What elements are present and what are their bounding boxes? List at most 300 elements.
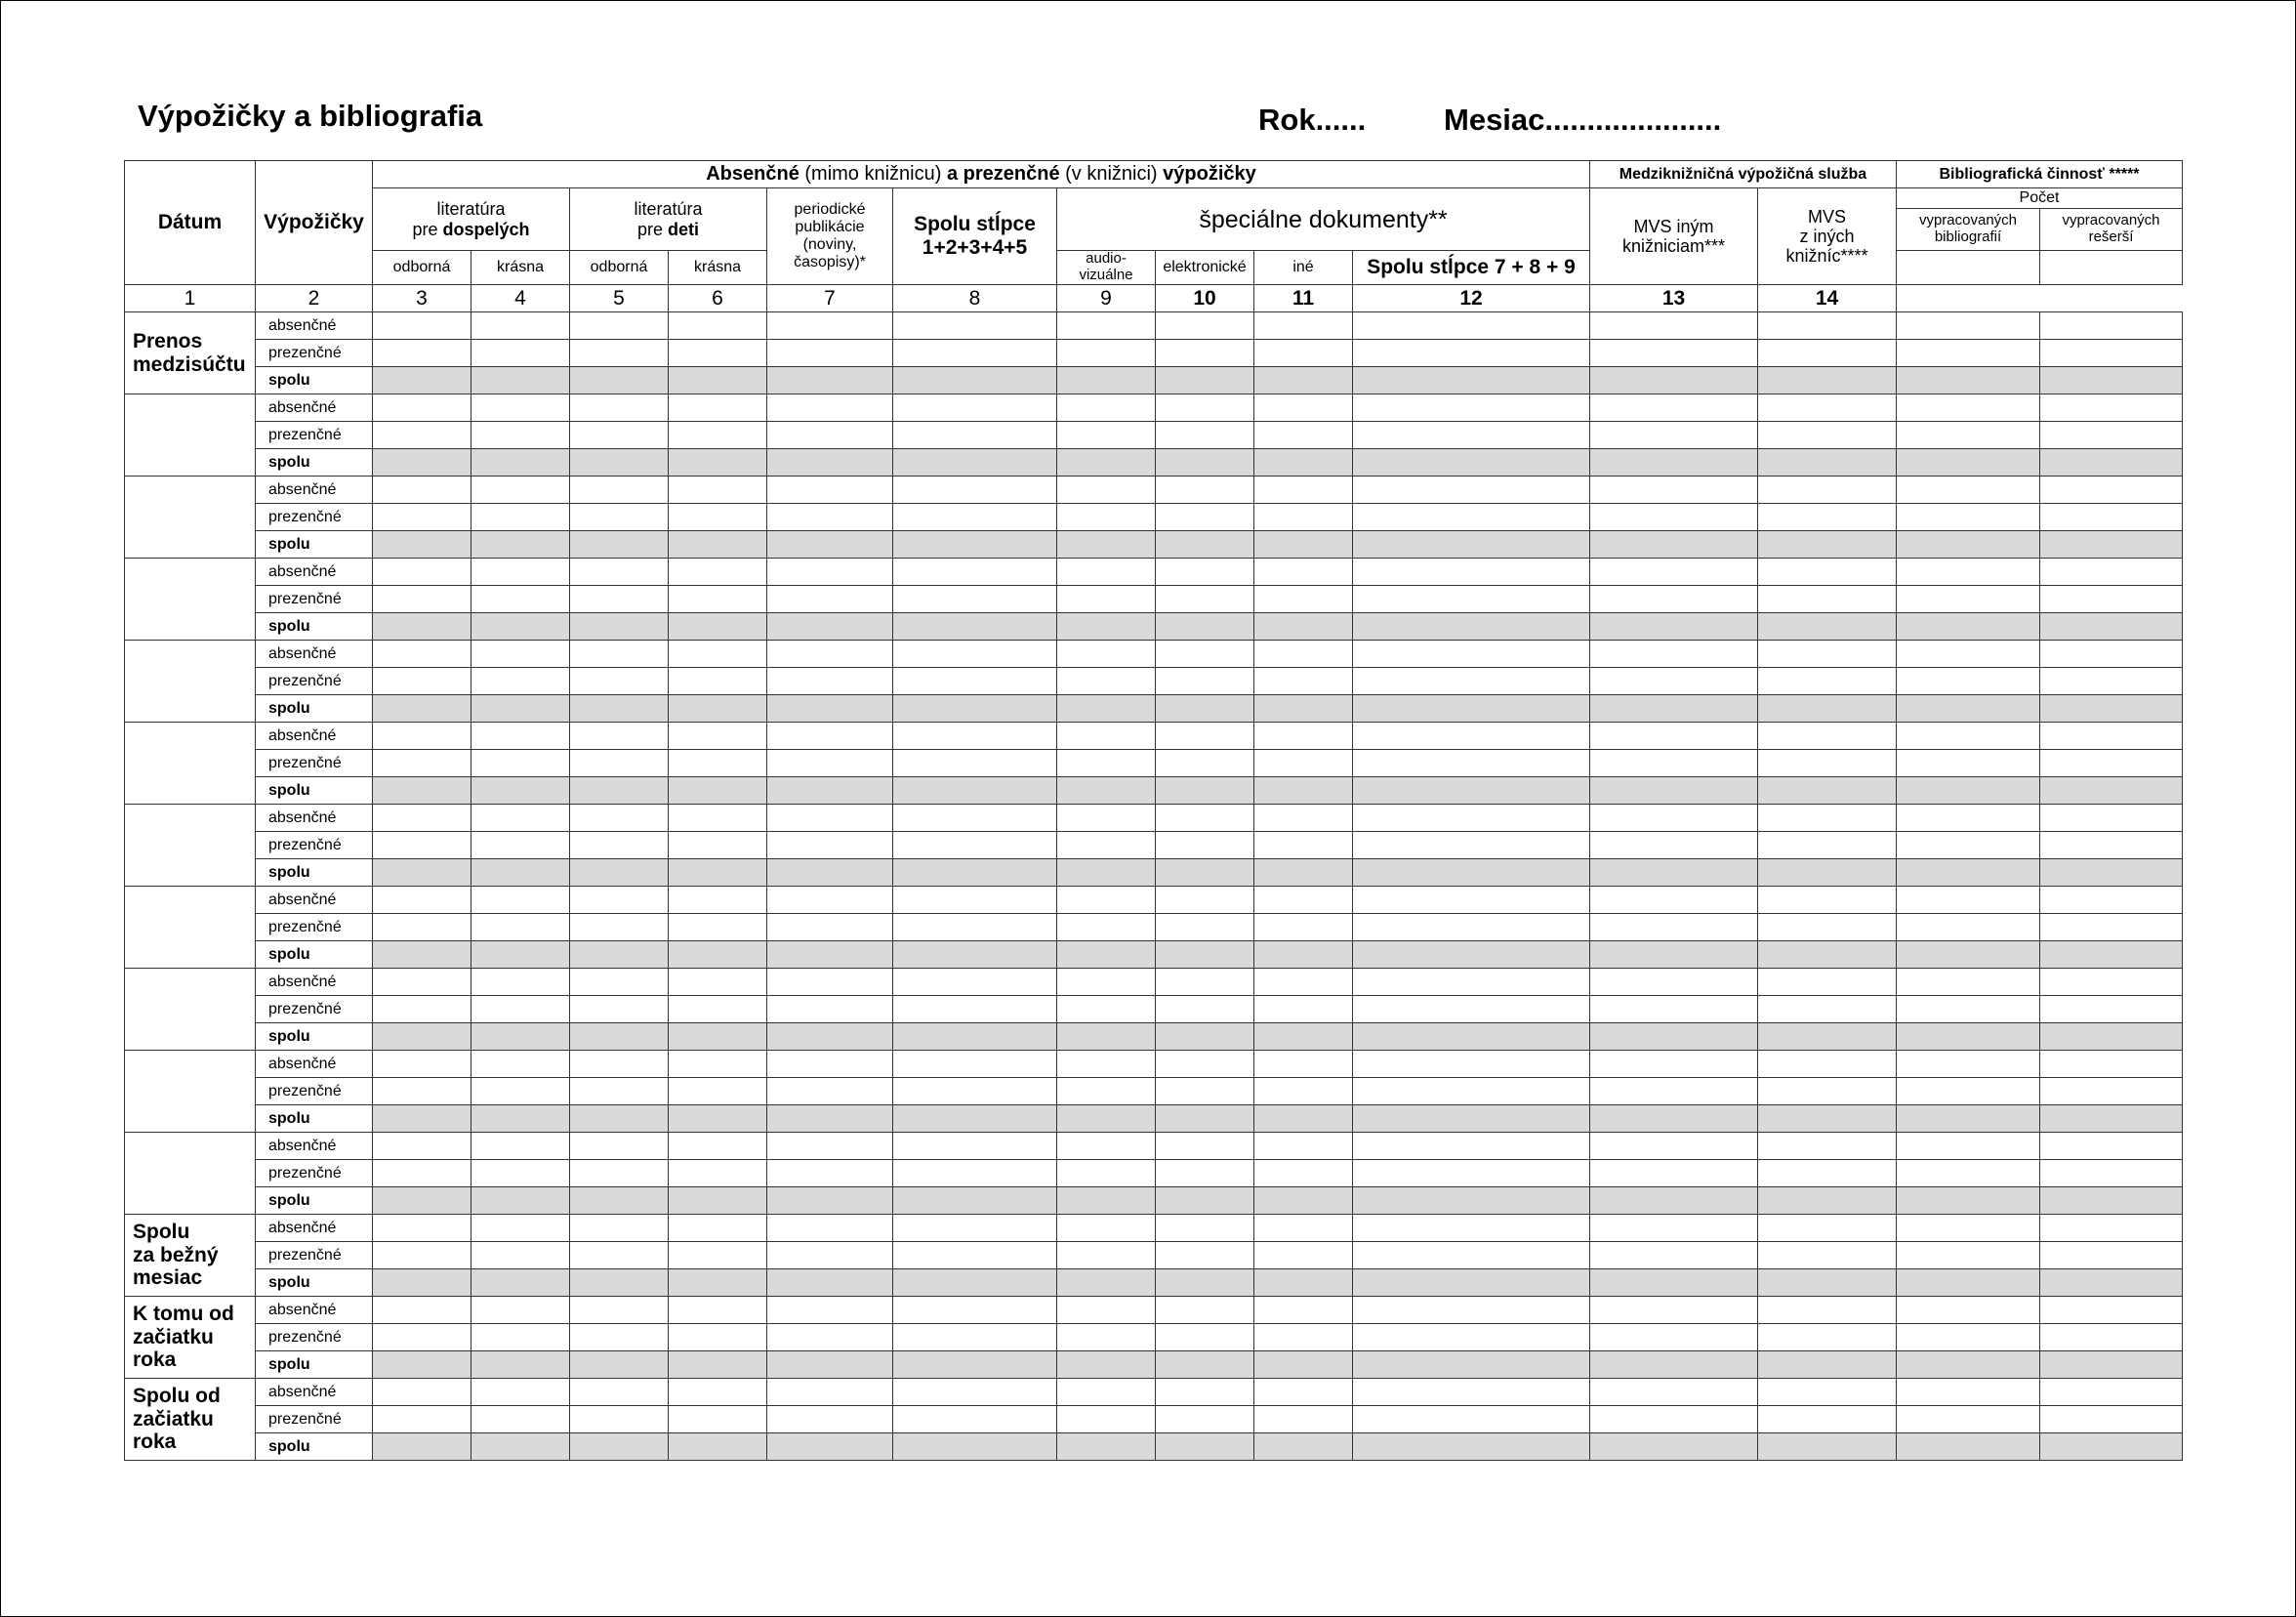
- data-cell[interactable]: [669, 969, 767, 996]
- data-cell[interactable]: [1897, 422, 2040, 449]
- data-cell[interactable]: [1254, 1351, 1353, 1379]
- data-cell[interactable]: [570, 312, 669, 340]
- data-cell[interactable]: [1897, 1297, 2040, 1324]
- data-cell[interactable]: [1156, 1105, 1254, 1133]
- data-cell[interactable]: [1590, 559, 1758, 586]
- data-cell[interactable]: [1057, 832, 1156, 859]
- data-cell[interactable]: [2040, 1215, 2183, 1242]
- data-cell[interactable]: [373, 559, 472, 586]
- data-cell[interactable]: [1156, 1133, 1254, 1160]
- data-cell[interactable]: [373, 805, 472, 832]
- data-cell[interactable]: [1156, 1187, 1254, 1215]
- data-cell[interactable]: [570, 422, 669, 449]
- data-cell[interactable]: [1897, 477, 2040, 504]
- data-cell[interactable]: [1254, 695, 1353, 723]
- data-cell[interactable]: [472, 1187, 570, 1215]
- data-cell[interactable]: [767, 941, 893, 969]
- data-cell[interactable]: [1897, 641, 2040, 668]
- data-cell[interactable]: [893, 477, 1057, 504]
- data-cell[interactable]: [1353, 832, 1590, 859]
- data-cell[interactable]: [1156, 914, 1254, 941]
- data-cell[interactable]: [1897, 1051, 2040, 1078]
- data-cell[interactable]: [1254, 1297, 1353, 1324]
- data-cell[interactable]: [1057, 1160, 1156, 1187]
- data-cell[interactable]: [2040, 367, 2183, 394]
- data-cell[interactable]: [893, 859, 1057, 887]
- data-cell[interactable]: [472, 1297, 570, 1324]
- data-cell[interactable]: [1758, 914, 1897, 941]
- data-cell[interactable]: [669, 1379, 767, 1406]
- data-cell[interactable]: [570, 1379, 669, 1406]
- data-cell[interactable]: [1254, 613, 1353, 641]
- data-cell[interactable]: [472, 312, 570, 340]
- data-cell[interactable]: [373, 859, 472, 887]
- data-cell[interactable]: [2040, 805, 2183, 832]
- data-cell[interactable]: [472, 1324, 570, 1351]
- data-cell[interactable]: [2040, 914, 2183, 941]
- data-cell[interactable]: [373, 477, 472, 504]
- data-cell[interactable]: [1758, 1078, 1897, 1105]
- data-cell[interactable]: [1057, 777, 1156, 805]
- data-cell[interactable]: [1758, 559, 1897, 586]
- data-cell[interactable]: [373, 695, 472, 723]
- data-cell[interactable]: [1057, 1269, 1156, 1297]
- data-cell[interactable]: [767, 559, 893, 586]
- data-cell[interactable]: [893, 531, 1057, 559]
- data-cell[interactable]: [1758, 586, 1897, 613]
- data-cell[interactable]: [669, 340, 767, 367]
- data-cell[interactable]: [1590, 422, 1758, 449]
- data-cell[interactable]: [893, 394, 1057, 422]
- data-cell[interactable]: [1353, 1351, 1590, 1379]
- data-cell[interactable]: [1897, 1133, 2040, 1160]
- data-cell[interactable]: [1254, 996, 1353, 1023]
- data-cell[interactable]: [1254, 832, 1353, 859]
- data-cell[interactable]: [373, 887, 472, 914]
- data-cell[interactable]: [1057, 1051, 1156, 1078]
- data-cell[interactable]: [767, 1133, 893, 1160]
- data-cell[interactable]: [472, 477, 570, 504]
- data-cell[interactable]: [669, 695, 767, 723]
- data-cell[interactable]: [767, 504, 893, 531]
- data-cell[interactable]: [1353, 422, 1590, 449]
- data-cell[interactable]: [669, 394, 767, 422]
- data-cell[interactable]: [472, 859, 570, 887]
- data-cell[interactable]: [373, 1297, 472, 1324]
- data-cell[interactable]: [1353, 996, 1590, 1023]
- data-cell[interactable]: [767, 1324, 893, 1351]
- data-cell[interactable]: [767, 422, 893, 449]
- data-cell[interactable]: [1254, 394, 1353, 422]
- data-cell[interactable]: [1353, 914, 1590, 941]
- data-cell[interactable]: [1758, 1105, 1897, 1133]
- data-cell[interactable]: [893, 695, 1057, 723]
- data-cell[interactable]: [1156, 1078, 1254, 1105]
- data-cell[interactable]: [893, 750, 1057, 777]
- data-cell[interactable]: [1254, 340, 1353, 367]
- data-cell[interactable]: [1156, 394, 1254, 422]
- data-cell[interactable]: [1057, 887, 1156, 914]
- data-cell[interactable]: [1057, 1379, 1156, 1406]
- data-cell[interactable]: [472, 1133, 570, 1160]
- data-cell[interactable]: [1156, 750, 1254, 777]
- data-cell[interactable]: [472, 340, 570, 367]
- data-cell[interactable]: [2040, 1023, 2183, 1051]
- data-cell[interactable]: [373, 1023, 472, 1051]
- data-cell[interactable]: [669, 504, 767, 531]
- data-cell[interactable]: [1254, 1242, 1353, 1269]
- data-cell[interactable]: [893, 641, 1057, 668]
- data-cell[interactable]: [1758, 1351, 1897, 1379]
- data-cell[interactable]: [1897, 449, 2040, 477]
- data-cell[interactable]: [472, 777, 570, 805]
- year-field[interactable]: Rok......: [1258, 103, 1367, 137]
- data-cell[interactable]: [570, 1351, 669, 1379]
- data-cell[interactable]: [1254, 1433, 1353, 1461]
- data-cell[interactable]: [1590, 394, 1758, 422]
- data-cell[interactable]: [472, 695, 570, 723]
- data-cell[interactable]: [1353, 477, 1590, 504]
- data-cell[interactable]: [373, 1160, 472, 1187]
- data-cell[interactable]: [767, 695, 893, 723]
- data-cell[interactable]: [373, 941, 472, 969]
- data-cell[interactable]: [373, 449, 472, 477]
- data-cell[interactable]: [1897, 531, 2040, 559]
- data-cell[interactable]: [893, 887, 1057, 914]
- data-cell[interactable]: [1590, 1160, 1758, 1187]
- data-cell[interactable]: [893, 312, 1057, 340]
- data-cell[interactable]: [2040, 504, 2183, 531]
- data-cell[interactable]: [373, 641, 472, 668]
- data-cell[interactable]: [373, 1351, 472, 1379]
- data-cell[interactable]: [1590, 859, 1758, 887]
- data-cell[interactable]: [472, 1351, 570, 1379]
- data-cell[interactable]: [1758, 1160, 1897, 1187]
- data-cell[interactable]: [1758, 805, 1897, 832]
- data-cell[interactable]: [2040, 1406, 2183, 1433]
- data-cell[interactable]: [1353, 1433, 1590, 1461]
- data-cell[interactable]: [1353, 531, 1590, 559]
- data-cell[interactable]: [893, 668, 1057, 695]
- data-cell[interactable]: [1897, 1023, 2040, 1051]
- data-cell[interactable]: [1590, 1406, 1758, 1433]
- data-cell[interactable]: [570, 1215, 669, 1242]
- data-cell[interactable]: [893, 504, 1057, 531]
- data-cell[interactable]: [893, 1406, 1057, 1433]
- data-cell[interactable]: [1057, 449, 1156, 477]
- data-cell[interactable]: [1758, 941, 1897, 969]
- data-cell[interactable]: [1758, 312, 1897, 340]
- data-cell[interactable]: [1156, 1023, 1254, 1051]
- data-cell[interactable]: [472, 969, 570, 996]
- data-cell[interactable]: [1897, 1433, 2040, 1461]
- data-cell[interactable]: [2040, 449, 2183, 477]
- data-cell[interactable]: [1590, 449, 1758, 477]
- data-cell[interactable]: [1057, 1297, 1156, 1324]
- data-cell[interactable]: [2040, 969, 2183, 996]
- data-cell[interactable]: [1590, 1078, 1758, 1105]
- data-cell[interactable]: [669, 1351, 767, 1379]
- data-cell[interactable]: [1156, 312, 1254, 340]
- data-cell[interactable]: [472, 1379, 570, 1406]
- data-cell[interactable]: [1897, 1406, 2040, 1433]
- data-cell[interactable]: [893, 805, 1057, 832]
- data-cell[interactable]: [1156, 695, 1254, 723]
- data-cell[interactable]: [669, 559, 767, 586]
- data-cell[interactable]: [373, 1242, 472, 1269]
- data-cell[interactable]: [1758, 969, 1897, 996]
- data-cell[interactable]: [2040, 750, 2183, 777]
- data-cell[interactable]: [1156, 887, 1254, 914]
- data-cell[interactable]: [472, 449, 570, 477]
- data-cell[interactable]: [669, 1078, 767, 1105]
- data-cell[interactable]: [767, 449, 893, 477]
- data-cell[interactable]: [373, 394, 472, 422]
- data-cell[interactable]: [472, 750, 570, 777]
- data-cell[interactable]: [1057, 914, 1156, 941]
- data-cell[interactable]: [2040, 859, 2183, 887]
- data-cell[interactable]: [1254, 723, 1353, 750]
- data-cell[interactable]: [893, 613, 1057, 641]
- data-cell[interactable]: [1897, 859, 2040, 887]
- data-cell[interactable]: [669, 805, 767, 832]
- data-cell[interactable]: [893, 1297, 1057, 1324]
- data-cell[interactable]: [669, 1269, 767, 1297]
- data-cell[interactable]: [570, 1433, 669, 1461]
- data-cell[interactable]: [1057, 613, 1156, 641]
- data-cell[interactable]: [2040, 1078, 2183, 1105]
- data-cell[interactable]: [1590, 477, 1758, 504]
- data-cell[interactable]: [1254, 750, 1353, 777]
- data-cell[interactable]: [893, 449, 1057, 477]
- data-cell[interactable]: [570, 1160, 669, 1187]
- data-cell[interactable]: [570, 1297, 669, 1324]
- data-cell[interactable]: [767, 340, 893, 367]
- data-cell[interactable]: [1758, 1406, 1897, 1433]
- data-cell[interactable]: [2040, 613, 2183, 641]
- data-cell[interactable]: [373, 422, 472, 449]
- data-cell[interactable]: [893, 586, 1057, 613]
- data-cell[interactable]: [669, 477, 767, 504]
- data-cell[interactable]: [767, 1379, 893, 1406]
- data-cell[interactable]: [570, 695, 669, 723]
- data-cell[interactable]: [1353, 1215, 1590, 1242]
- data-cell[interactable]: [1156, 805, 1254, 832]
- data-cell[interactable]: [893, 1160, 1057, 1187]
- data-cell[interactable]: [570, 586, 669, 613]
- data-cell[interactable]: [472, 613, 570, 641]
- data-cell[interactable]: [1758, 613, 1897, 641]
- data-cell[interactable]: [570, 750, 669, 777]
- data-cell[interactable]: [2040, 559, 2183, 586]
- data-cell[interactable]: [1254, 805, 1353, 832]
- data-cell[interactable]: [767, 969, 893, 996]
- data-cell[interactable]: [669, 668, 767, 695]
- data-cell[interactable]: [1590, 996, 1758, 1023]
- data-cell[interactable]: [472, 586, 570, 613]
- data-cell[interactable]: [2040, 641, 2183, 668]
- data-cell[interactable]: [472, 1078, 570, 1105]
- data-cell[interactable]: [1353, 969, 1590, 996]
- data-cell[interactable]: [1897, 504, 2040, 531]
- data-cell[interactable]: [669, 367, 767, 394]
- data-cell[interactable]: [767, 832, 893, 859]
- data-cell[interactable]: [373, 312, 472, 340]
- data-cell[interactable]: [1353, 504, 1590, 531]
- data-cell[interactable]: [2040, 1242, 2183, 1269]
- data-cell[interactable]: [893, 1242, 1057, 1269]
- data-cell[interactable]: [1353, 559, 1590, 586]
- data-cell[interactable]: [2040, 1160, 2183, 1187]
- data-cell[interactable]: [373, 832, 472, 859]
- data-cell[interactable]: [1353, 941, 1590, 969]
- data-cell[interactable]: [767, 750, 893, 777]
- data-cell[interactable]: [669, 422, 767, 449]
- data-cell[interactable]: [1897, 613, 2040, 641]
- data-cell[interactable]: [1897, 1269, 2040, 1297]
- data-cell[interactable]: [1057, 504, 1156, 531]
- data-cell[interactable]: [669, 1324, 767, 1351]
- data-cell[interactable]: [1590, 969, 1758, 996]
- data-cell[interactable]: [1353, 1023, 1590, 1051]
- data-cell[interactable]: [893, 996, 1057, 1023]
- data-cell[interactable]: [373, 1269, 472, 1297]
- data-cell[interactable]: [767, 805, 893, 832]
- data-cell[interactable]: [1254, 1051, 1353, 1078]
- data-cell[interactable]: [570, 777, 669, 805]
- data-cell[interactable]: [1897, 340, 2040, 367]
- data-cell[interactable]: [570, 914, 669, 941]
- data-cell[interactable]: [373, 586, 472, 613]
- data-cell[interactable]: [1758, 777, 1897, 805]
- data-cell[interactable]: [1897, 586, 2040, 613]
- data-cell[interactable]: [570, 613, 669, 641]
- data-cell[interactable]: [1156, 340, 1254, 367]
- data-cell[interactable]: [1353, 668, 1590, 695]
- data-cell[interactable]: [373, 723, 472, 750]
- data-cell[interactable]: [1897, 969, 2040, 996]
- data-cell[interactable]: [1758, 859, 1897, 887]
- data-cell[interactable]: [767, 367, 893, 394]
- data-cell[interactable]: [1590, 1269, 1758, 1297]
- data-cell[interactable]: [373, 1105, 472, 1133]
- data-cell[interactable]: [669, 531, 767, 559]
- data-cell[interactable]: [1758, 1051, 1897, 1078]
- data-cell[interactable]: [767, 1215, 893, 1242]
- data-cell[interactable]: [1897, 750, 2040, 777]
- data-cell[interactable]: [2040, 1324, 2183, 1351]
- data-cell[interactable]: [1254, 1406, 1353, 1433]
- data-cell[interactable]: [1353, 1324, 1590, 1351]
- data-cell[interactable]: [893, 422, 1057, 449]
- data-cell[interactable]: [767, 613, 893, 641]
- data-cell[interactable]: [1590, 531, 1758, 559]
- data-cell[interactable]: [1254, 641, 1353, 668]
- data-cell[interactable]: [373, 340, 472, 367]
- data-cell[interactable]: [1897, 941, 2040, 969]
- data-cell[interactable]: [669, 750, 767, 777]
- data-cell[interactable]: [1353, 312, 1590, 340]
- data-cell[interactable]: [570, 805, 669, 832]
- data-cell[interactable]: [1156, 1269, 1254, 1297]
- data-cell[interactable]: [1758, 832, 1897, 859]
- data-cell[interactable]: [767, 477, 893, 504]
- data-cell[interactable]: [669, 1160, 767, 1187]
- data-cell[interactable]: [1254, 1187, 1353, 1215]
- data-cell[interactable]: [669, 914, 767, 941]
- data-cell[interactable]: [669, 1406, 767, 1433]
- data-cell[interactable]: [1590, 1297, 1758, 1324]
- data-cell[interactable]: [1353, 1051, 1590, 1078]
- data-cell[interactable]: [1156, 1242, 1254, 1269]
- data-cell[interactable]: [2040, 832, 2183, 859]
- data-cell[interactable]: [767, 1242, 893, 1269]
- data-cell[interactable]: [1897, 777, 2040, 805]
- data-cell[interactable]: [1897, 1324, 2040, 1351]
- data-cell[interactable]: [570, 723, 669, 750]
- data-cell[interactable]: [1758, 668, 1897, 695]
- data-cell[interactable]: [570, 887, 669, 914]
- data-cell[interactable]: [1758, 422, 1897, 449]
- data-cell[interactable]: [1353, 777, 1590, 805]
- data-cell[interactable]: [1590, 586, 1758, 613]
- data-cell[interactable]: [1758, 504, 1897, 531]
- data-cell[interactable]: [472, 641, 570, 668]
- data-cell[interactable]: [669, 449, 767, 477]
- data-cell[interactable]: [472, 914, 570, 941]
- data-cell[interactable]: [1590, 367, 1758, 394]
- data-cell[interactable]: [472, 1051, 570, 1078]
- data-cell[interactable]: [1156, 1297, 1254, 1324]
- data-cell[interactable]: [669, 1215, 767, 1242]
- data-cell[interactable]: [1057, 1187, 1156, 1215]
- data-cell[interactable]: [1897, 723, 2040, 750]
- data-cell[interactable]: [767, 1105, 893, 1133]
- data-cell[interactable]: [570, 641, 669, 668]
- data-cell[interactable]: [1156, 1215, 1254, 1242]
- data-cell[interactable]: [1353, 805, 1590, 832]
- data-cell[interactable]: [1590, 312, 1758, 340]
- data-cell[interactable]: [1057, 422, 1156, 449]
- data-cell[interactable]: [1156, 613, 1254, 641]
- data-cell[interactable]: [669, 1187, 767, 1215]
- data-cell[interactable]: [1897, 832, 2040, 859]
- data-cell[interactable]: [1057, 805, 1156, 832]
- data-cell[interactable]: [570, 969, 669, 996]
- data-cell[interactable]: [1057, 668, 1156, 695]
- data-cell[interactable]: [1057, 723, 1156, 750]
- data-cell[interactable]: [767, 723, 893, 750]
- data-cell[interactable]: [472, 996, 570, 1023]
- data-cell[interactable]: [472, 887, 570, 914]
- data-cell[interactable]: [1353, 695, 1590, 723]
- data-cell[interactable]: [1590, 1379, 1758, 1406]
- data-cell[interactable]: [1353, 1187, 1590, 1215]
- data-cell[interactable]: [1758, 996, 1897, 1023]
- data-cell[interactable]: [669, 777, 767, 805]
- data-cell[interactable]: [373, 777, 472, 805]
- data-cell[interactable]: [1057, 969, 1156, 996]
- data-cell[interactable]: [1156, 996, 1254, 1023]
- data-cell[interactable]: [1758, 1133, 1897, 1160]
- data-cell[interactable]: [1156, 1160, 1254, 1187]
- data-cell[interactable]: [1897, 887, 2040, 914]
- data-cell[interactable]: [1254, 531, 1353, 559]
- data-cell[interactable]: [472, 394, 570, 422]
- data-cell[interactable]: [1897, 559, 2040, 586]
- data-cell[interactable]: [1897, 1215, 2040, 1242]
- data-cell[interactable]: [2040, 1051, 2183, 1078]
